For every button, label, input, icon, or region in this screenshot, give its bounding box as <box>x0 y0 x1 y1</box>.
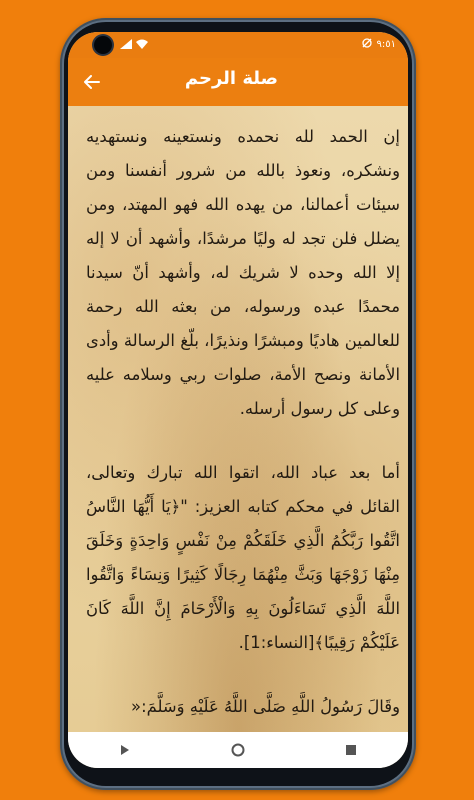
status-icons-right <box>362 38 396 51</box>
nav-home-button[interactable] <box>218 736 258 764</box>
paragraph-verse: أما بعد عباد الله، اتقوا الله تبارك وتعالى، القائل في محكم كتابه العزيز: "﴿يَا أَيُّهَا النَّاسُ اتَّقُوا رَبَّكُمُ الَّذِي خَلَقَكُمْ مِنْ نَفْسٍ وَاحِدَةٍ وَخَلَقَ مِنْهَا زَوْجَهَا وَبَثَّ مِنْهُمَا رِجَالًا كَثِيرًا وَنِسَاءً وَاتَّقُوا اللَّهَ الَّذِي تَسَاءَلُونَ بِهِ وَالْأَرْحَامَ إِنَّ اللَّهَ كَانَ عَلَيْكُمْ رَقِيبًا﴾[النساء:1]. <box>86 463 400 652</box>
status-time: ٩:٥١ <box>376 39 396 50</box>
dnd-off-icon <box>362 38 372 51</box>
nav-back-button[interactable] <box>331 736 371 764</box>
paragraph-hadith: وقَالَ رَسُولُ اللَّهِ صَلَّى اللَّهُ عَلَيْهِ وَسَلَّمَ:« <box>131 697 400 716</box>
back-button[interactable] <box>80 70 104 94</box>
nav-recents-button[interactable] <box>105 736 145 764</box>
nav-recents-icon <box>119 744 131 756</box>
article-text <box>86 120 400 724</box>
paragraph-intro: إن الحمد لله نحمده ونستعينه ونستهديه ونشكره، ونعوذ بالله من شرور أنفسنا ومن سيئات أعمالنا، من يهده الله فهو المهتد، ومن يضلل فلن تجد له وليًا مرشدًا، وأشهد أن لا إله إلا الله وحده لا شريك له، وأشهد أنّ سيدنا محمدًا عبده ورسوله، من بعثه الله رحمة للعالمين هاديًا ومبشرًا ونذيرًا، بلّغ الرسالة وأدى الأمانة ونصح الأمة، صلوات ربي وسلامه عليه وعلى كل رسول أرسله. <box>86 127 400 418</box>
front-camera <box>94 36 112 54</box>
article-content[interactable] <box>68 106 408 732</box>
app-screen <box>68 32 408 768</box>
wifi-icon <box>136 39 148 52</box>
page-title: صلة الرحم <box>184 68 278 89</box>
nav-back-icon <box>345 744 357 756</box>
nav-home-icon <box>231 743 245 757</box>
app-toolbar <box>68 58 408 106</box>
status-icons-left <box>120 39 148 52</box>
status-bar <box>68 32 408 58</box>
system-nav-bar <box>68 732 408 768</box>
arrow-back-icon <box>84 75 100 89</box>
signal-icon <box>120 39 132 52</box>
